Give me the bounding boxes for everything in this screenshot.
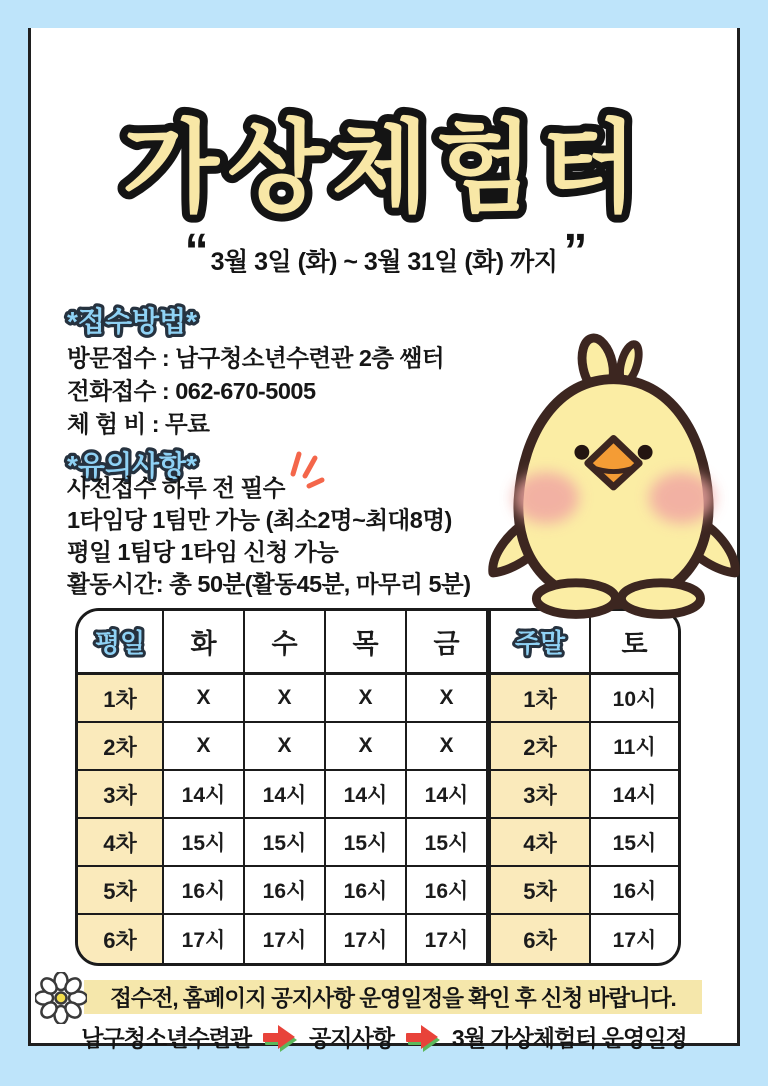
schedule-cell: 15시 [245,819,326,867]
open-quote: “ [184,225,205,278]
schedule-cell: 15시 [407,819,488,867]
chick-eye-right [638,445,653,460]
schedule-cell: 11시 [591,723,678,771]
schedule-cell: X [164,675,245,723]
notice-text: 접수전, 홈페이지 공지사항 운영일정을 확인 후 신청 바랍니다. [110,986,676,1011]
notes-line: 평일 1팀당 1타임 신청 가능 [67,539,339,565]
registration-heading: *접수방법* [67,306,197,337]
poster-title-art [31,80,737,248]
period-row [31,225,737,278]
schedule-cell: 2차 [488,723,591,771]
schedule-cell: 15시 [164,819,245,867]
chick-cheek-left [514,472,579,523]
notes-line: 사전접수 하루 전 필수 [67,475,285,501]
emphasis-sparkle-icon [285,448,329,492]
schedule-header-cell: 화 [164,611,245,675]
schedule-cell: 14시 [407,771,488,819]
schedule-cell: 10시 [591,675,678,723]
registration-line: 체 험 비 : 무료 [67,411,210,437]
schedule-cell: 5차 [488,867,591,915]
schedule-table [75,608,681,966]
notice-banner [84,980,702,1014]
schedule-cell: 5차 [78,867,164,915]
period-text: 3월 3일 (화) ~ 3월 31일 (화) 까지 [210,248,558,276]
poster-panel [28,28,740,1051]
notes-lines [67,472,471,600]
svg-text:평일: 평일 [94,627,146,658]
schedule-cell: 14시 [326,771,407,819]
schedule-header-cell: 목 [326,611,407,675]
chick-illustration [483,328,745,628]
schedule-cell: 14시 [164,771,245,819]
schedule-cell: X [164,723,245,771]
schedule-header-cell: 금 [407,611,488,675]
schedule-cell: 16시 [326,867,407,915]
registration-heading-art [61,298,321,342]
schedule-cell: 6차 [488,915,591,963]
svg-text:주말: 주말 [514,627,566,658]
red-right-arrow-icon [406,1025,440,1049]
schedule-cell: 16시 [591,867,678,915]
schedule-cell: 2차 [78,723,164,771]
chick-foot-left [536,583,615,615]
schedule-cell: X [326,675,407,723]
schedule-header-cell [78,611,164,675]
chick-cheek-right [649,472,714,523]
nav-step: 공지사항 [309,1025,394,1051]
schedule-cell: 17시 [591,915,678,963]
close-quote: ” [563,225,584,278]
schedule-cell: 17시 [164,915,245,963]
registration-line: 방문접수 : 남구청소년수련관 2층 쌤터 [67,345,445,371]
schedule-header-cell: 수 [245,611,326,675]
registration-line: 전화접수 : 062-670-5005 [67,378,316,404]
schedule-cell: 3차 [78,771,164,819]
schedule-cell: 4차 [488,819,591,867]
poster-title: 가상체험터 [122,112,646,224]
daisy-icon [35,972,87,1024]
chick-foot-right [621,583,700,615]
nav-step: 남구청소년수련관 [81,1025,252,1051]
schedule-cell: 14시 [591,771,678,819]
nav-path [31,1020,737,1053]
schedule-cell: 17시 [245,915,326,963]
schedule-cell: 17시 [407,915,488,963]
notes-line: 1타임당 1팀만 가능 (최소2명~최대8명) [67,507,452,533]
registration-lines [67,342,444,441]
schedule-cell: 6차 [78,915,164,963]
notes-line: 활동시간: 총 50분(활동45분, 마무리 5분) [67,571,471,597]
schedule-cell: X [407,675,488,723]
chick-eye-left [574,445,589,460]
schedule-header-cell: 토 [591,611,678,675]
schedule-cell: 4차 [78,819,164,867]
schedule-cell: 16시 [164,867,245,915]
schedule-cell: 17시 [326,915,407,963]
schedule-cell: 16시 [245,867,326,915]
nav-step: 3월 가상체험터 운영일정 [451,1025,687,1051]
notes-heading: *유의사항* [67,450,197,481]
schedule-cell: X [245,675,326,723]
schedule-cell: 14시 [245,771,326,819]
schedule-cell: 1차 [78,675,164,723]
schedule-cell: X [326,723,407,771]
schedule-cell: 1차 [488,675,591,723]
schedule-cell: X [245,723,326,771]
red-right-arrow-icon [263,1025,297,1049]
schedule-cell: 15시 [326,819,407,867]
poster-title-wrap [31,80,737,253]
schedule-cell: 3차 [488,771,591,819]
schedule-cell: X [407,723,488,771]
schedule-cell: 15시 [591,819,678,867]
schedule-cell: 16시 [407,867,488,915]
